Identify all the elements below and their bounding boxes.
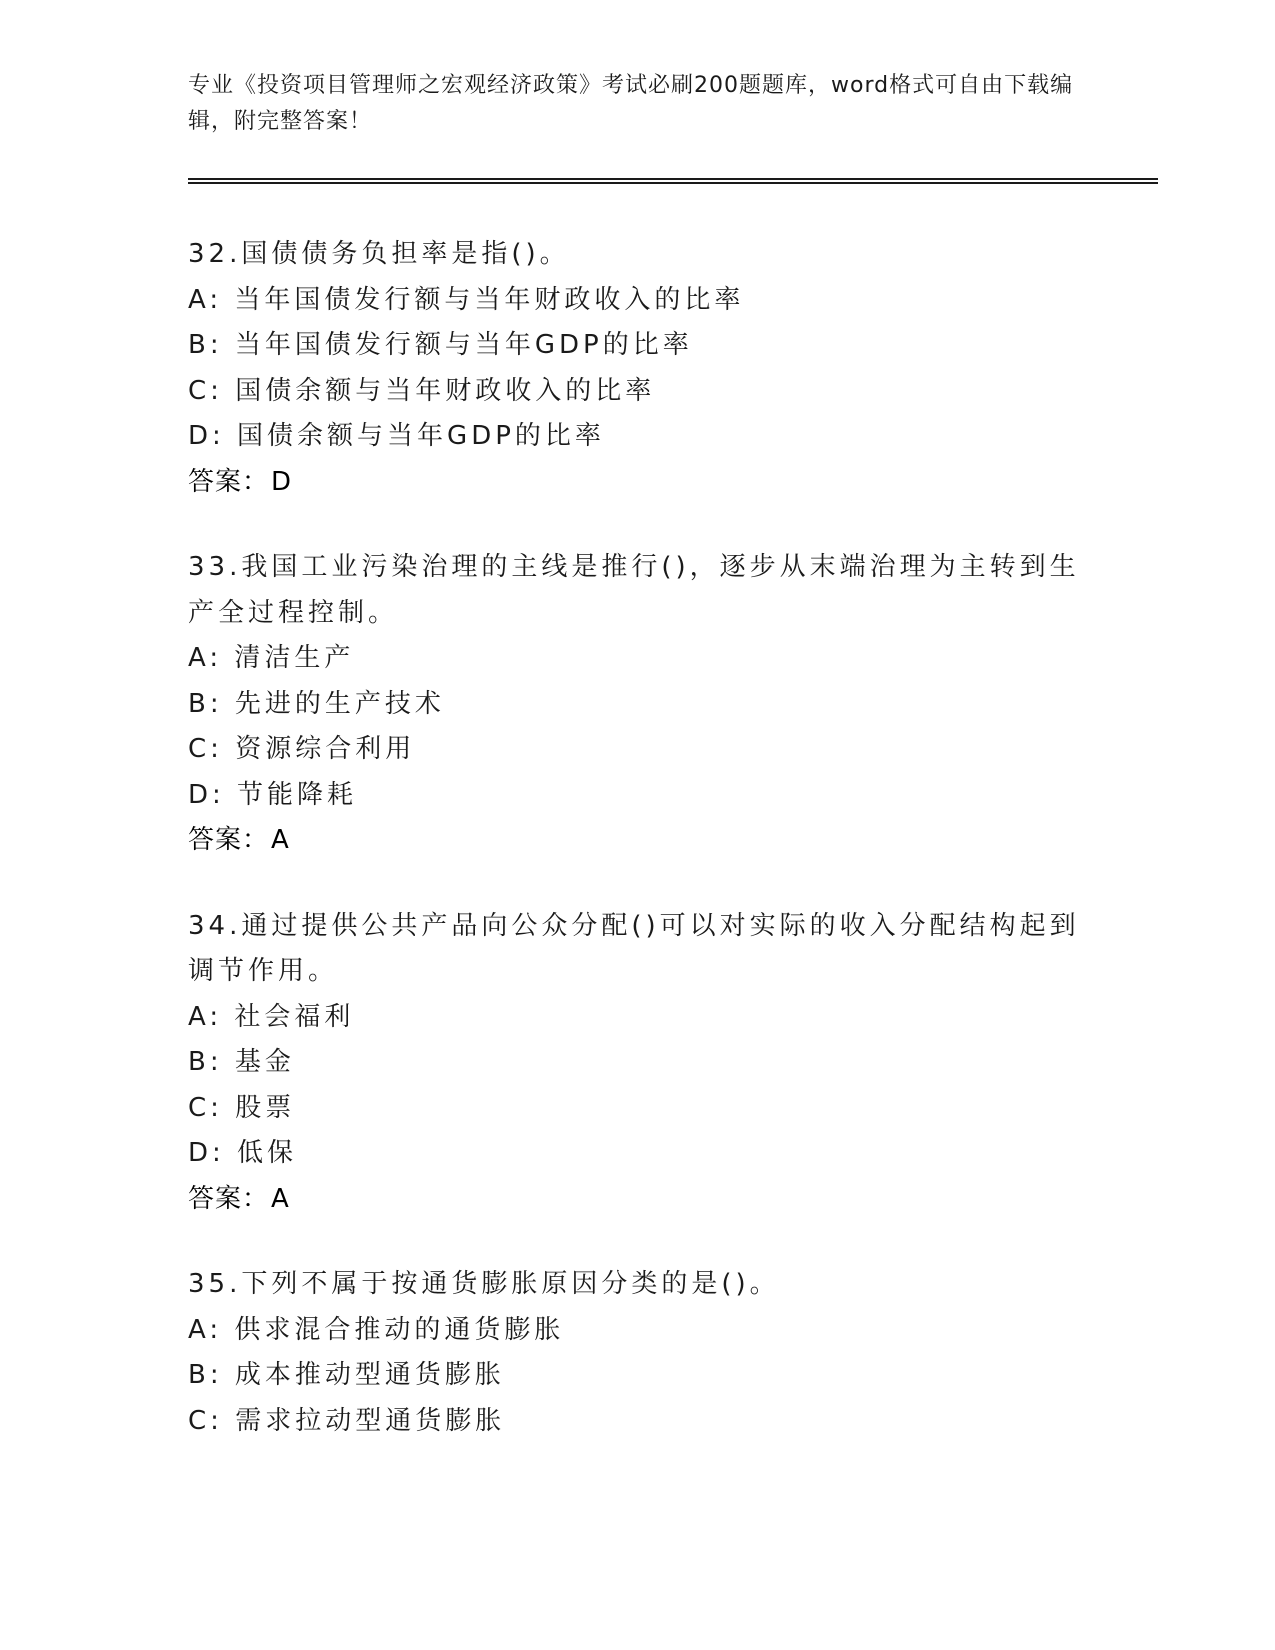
option-letter: B: — [188, 688, 223, 719]
option-text: 资源综合利用 — [235, 734, 416, 764]
option-b — [188, 323, 1088, 369]
question-32 — [188, 232, 1088, 505]
option-b — [188, 1353, 1088, 1399]
option-text: 国债余额与当年GDP的比率 — [237, 421, 605, 451]
option-text: 社会福利 — [234, 1001, 355, 1032]
question-number: 33. — [188, 552, 242, 582]
question-text: 我国工业污染治理的主线是推行()，逐步从末端治理为主转到生产全过程控制。 — [188, 552, 1080, 628]
answer-line — [188, 460, 1088, 506]
option-letter: A: — [188, 643, 223, 673]
option-letter: A: — [188, 1314, 223, 1345]
option-text: 先进的生产技术 — [234, 688, 445, 719]
option-letter: C: — [188, 375, 223, 406]
option-letter: D: — [188, 421, 225, 451]
question-stem — [188, 232, 1088, 278]
answer-label: 答案： — [188, 1183, 270, 1214]
option-letter: D: — [188, 1138, 225, 1168]
answer-label: 答案： — [188, 466, 270, 497]
question-text: 通过提供公共产品向公众分配()可以对实际的收入分配结构起到调节作用。 — [188, 910, 1080, 986]
question-35 — [188, 1262, 1088, 1444]
option-c — [188, 369, 1088, 415]
option-text: 需求拉动型通货膨胀 — [235, 1405, 506, 1436]
option-text: 清洁生产 — [234, 643, 355, 673]
option-text: 成本推动型通货膨胀 — [234, 1360, 505, 1390]
option-letter: B: — [188, 330, 223, 360]
option-c — [188, 1399, 1088, 1445]
question-34 — [188, 904, 1088, 1223]
header-text: 专业《投资项目管理师之宏观经济政策》考试必刷200题题库，word格式可自由下载编辑，附完整答案！ — [188, 73, 1074, 134]
option-text: 低保 — [237, 1138, 298, 1168]
question-stem — [188, 904, 1088, 995]
option-letter: D: — [188, 779, 225, 810]
question-number: 32. — [188, 239, 242, 269]
answer-line — [188, 1177, 1088, 1223]
option-text: 节能降耗 — [237, 779, 358, 810]
option-text: 当年国债发行额与当年财政收入的比率 — [234, 284, 745, 315]
option-a — [188, 636, 1088, 682]
question-list — [188, 232, 1088, 1484]
option-b — [188, 682, 1088, 728]
question-stem — [188, 545, 1088, 636]
question-text: 下列不属于按通货膨胀原因分类的是()。 — [241, 1269, 780, 1299]
answer-value: D — [271, 466, 293, 497]
question-33 — [188, 545, 1088, 864]
question-text: 国债债务负担率是指()。 — [241, 239, 570, 269]
option-text: 国债余额与当年财政收入的比率 — [235, 375, 656, 406]
option-a — [188, 995, 1088, 1041]
option-text: 当年国债发行额与当年GDP的比率 — [234, 330, 693, 360]
option-letter: C: — [188, 1405, 223, 1436]
answer-value: A — [271, 1183, 290, 1214]
option-letter: A: — [188, 284, 223, 315]
option-d — [188, 773, 1088, 819]
option-c — [188, 1086, 1088, 1132]
question-number: 35. — [188, 1269, 242, 1299]
option-letter: C: — [188, 734, 223, 764]
option-a — [188, 278, 1088, 324]
option-d — [188, 1131, 1088, 1177]
option-text: 股票 — [235, 1092, 296, 1123]
answer-label: 答案： — [188, 825, 270, 855]
question-number: 34. — [188, 910, 242, 941]
answer-line — [188, 818, 1088, 864]
question-stem — [188, 1262, 1088, 1308]
option-letter: B: — [188, 1360, 223, 1390]
option-b — [188, 1040, 1088, 1086]
document-header — [188, 68, 1088, 140]
option-c — [188, 727, 1088, 773]
option-letter: C: — [188, 1092, 223, 1123]
option-letter: B: — [188, 1047, 223, 1077]
option-text: 供求混合推动的通货膨胀 — [234, 1314, 565, 1345]
option-a — [188, 1308, 1088, 1354]
option-text: 基金 — [234, 1047, 295, 1077]
header-divider — [188, 178, 1158, 184]
answer-value: A — [271, 825, 290, 855]
option-d — [188, 414, 1088, 460]
option-letter: A: — [188, 1001, 223, 1032]
